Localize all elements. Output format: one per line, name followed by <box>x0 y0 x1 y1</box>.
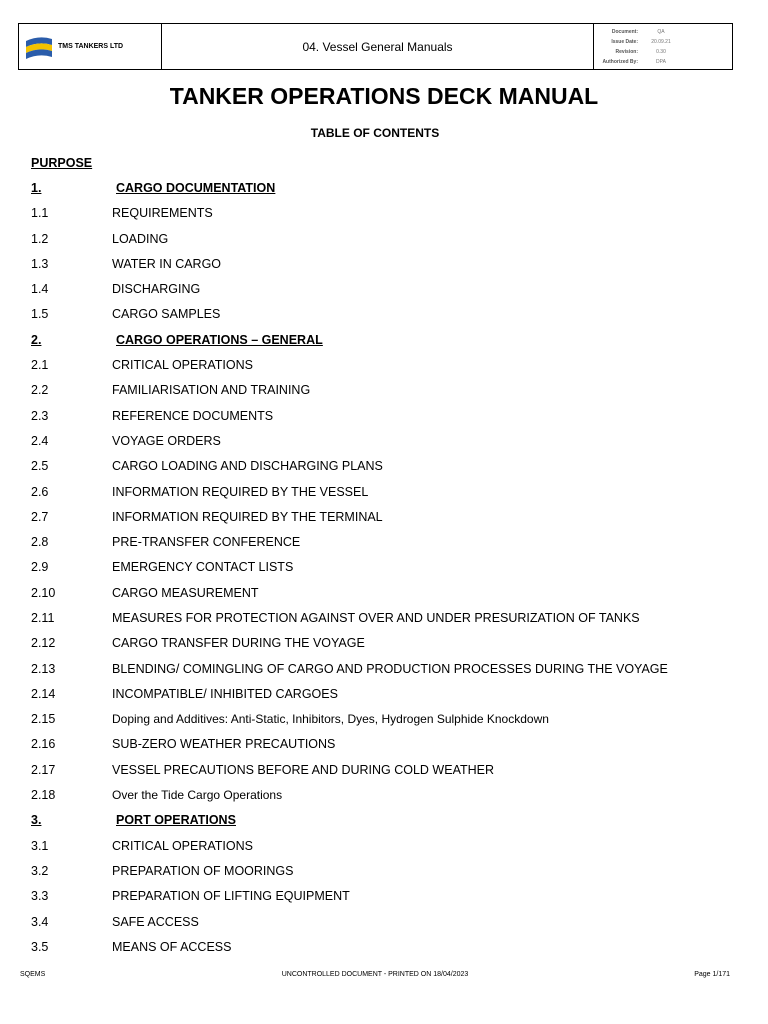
toc-entry-number: 1. <box>31 180 42 195</box>
toc-entry-number: 2.6 <box>31 484 49 499</box>
toc-entry-title: PREPARATION OF LIFTING EQUIPMENT <box>112 889 350 904</box>
toc-entry-number: 2.14 <box>31 686 56 701</box>
toc-entry-row[interactable] <box>31 909 751 934</box>
toc-entry-number: 3.3 <box>31 889 49 904</box>
meta-key: Document: <box>611 29 638 35</box>
toc-entry-title: CARGO OPERATIONS – GENERAL <box>116 332 323 347</box>
toc-entry-title: PORT OPERATIONS <box>116 813 236 828</box>
manual-title: 04. Vessel General Manuals <box>162 24 594 69</box>
toc-entry-number: 3.1 <box>31 838 49 853</box>
toc-entry-title: VESSEL PRECAUTIONS BEFORE AND DURING COLD WEATHER <box>112 762 495 777</box>
meta-value: DPA <box>656 59 666 65</box>
company-logo-cell <box>19 24 162 69</box>
toc-entry-row[interactable] <box>31 934 751 959</box>
toc-entry-title: INFORMATION REQUIRED BY THE TERMINAL <box>112 509 383 524</box>
toc-entry-row[interactable] <box>31 403 751 428</box>
toc-section-row[interactable] <box>31 175 751 200</box>
toc-entry-row[interactable] <box>31 201 751 226</box>
toc-entry-number: 2.4 <box>31 433 49 448</box>
toc-entry-title: INCOMPATIBLE/ INHIBITED CARGOES <box>112 686 338 701</box>
toc-entry-title: REQUIREMENTS <box>112 206 213 221</box>
toc-entry-number: 2.1 <box>31 358 49 373</box>
toc-entry-number: 2.11 <box>31 610 55 625</box>
toc-entry-row[interactable] <box>31 428 751 453</box>
meta-row-issue-date <box>594 37 732 47</box>
table-of-contents <box>31 150 751 960</box>
toc-entry-title: CRITICAL OPERATIONS <box>112 838 253 853</box>
toc-entry-title: PRE-TRANSFER CONFERENCE <box>112 535 301 550</box>
toc-entry-row[interactable] <box>31 454 751 479</box>
toc-entry-number: 3.4 <box>31 914 49 929</box>
toc-entry-title: REFERENCE DOCUMENTS <box>112 408 274 423</box>
toc-entry-row[interactable] <box>31 656 751 681</box>
toc-entry-number: 2.8 <box>31 535 49 550</box>
toc-entry-number: 2.13 <box>31 661 56 676</box>
toc-entry-number: 2.5 <box>31 459 49 474</box>
document-title: TANKER OPERATIONS DECK MANUAL <box>169 83 599 109</box>
toc-entry-title: CARGO SAMPLES <box>112 307 221 322</box>
toc-entry-row[interactable] <box>31 884 751 909</box>
toc-entry-number: 2.16 <box>31 737 56 752</box>
toc-entry-title: CARGO LOADING AND DISCHARGING PLANS <box>112 459 383 474</box>
toc-entry-row[interactable] <box>31 529 751 554</box>
meta-row-revision <box>594 47 732 57</box>
toc-entry-title: INFORMATION REQUIRED BY THE VESSEL <box>112 484 369 499</box>
toc-entry-number: 2. <box>31 332 42 347</box>
toc-section-row[interactable] <box>31 327 751 352</box>
meta-key: Authorized By: <box>602 59 638 65</box>
toc-entry-row[interactable] <box>31 757 751 782</box>
toc-entry-number: 3.5 <box>31 939 49 954</box>
toc-entry-title: BLENDING/ COMINGLING OF CARGO AND PRODUCTION PROCESSES DURING THE VOYAGE <box>112 661 668 676</box>
toc-entry-number: 1.1 <box>31 206 49 221</box>
toc-entry-title: Doping and Additives: Anti-Static, Inhibitors, Dyes, Hydrogen Sulphide Knockdown <box>112 712 549 727</box>
toc-entry-row[interactable] <box>31 605 751 630</box>
footer-center: UNCONTROLLED DOCUMENT - PRINTED ON 18/04/2023 <box>281 971 469 978</box>
toc-entry-number: 3.2 <box>31 863 49 878</box>
toc-entry-title: Over the Tide Cargo Operations <box>112 788 283 803</box>
toc-entry-row[interactable] <box>31 302 751 327</box>
toc-entry-row[interactable] <box>31 833 751 858</box>
toc-entry-number: 2.7 <box>31 509 49 524</box>
toc-entry-number: PURPOSE <box>31 155 93 170</box>
toc-entry-title: LOADING <box>112 231 169 246</box>
toc-entry-title: DISCHARGING <box>112 282 201 297</box>
toc-heading: TABLE OF CONTENTS <box>310 126 440 140</box>
toc-entry-row[interactable] <box>31 378 751 403</box>
toc-section-row[interactable] <box>31 150 751 175</box>
toc-entry-number: 1.2 <box>31 231 49 246</box>
meta-value: QA <box>657 29 665 35</box>
toc-entry-title: CARGO DOCUMENTATION <box>116 180 276 195</box>
toc-entry-title: CARGO MEASUREMENT <box>112 585 259 600</box>
toc-entry-title: SUB-ZERO WEATHER PRECAUTIONS <box>112 737 336 752</box>
toc-entry-row[interactable] <box>31 352 751 377</box>
toc-entry-row[interactable] <box>31 580 751 605</box>
toc-entry-number: 2.10 <box>31 585 56 600</box>
toc-entry-title: VOYAGE ORDERS <box>112 433 221 448</box>
toc-entry-row[interactable] <box>31 782 751 807</box>
toc-entry-row[interactable] <box>31 251 751 276</box>
tms-logo-icon <box>24 33 54 61</box>
toc-entry-row[interactable] <box>31 732 751 757</box>
toc-entry-number: 2.15 <box>31 712 56 727</box>
toc-entry-row[interactable] <box>31 858 751 883</box>
toc-entry-title: CRITICAL OPERATIONS <box>112 358 253 373</box>
toc-entry-number: 2.17 <box>31 762 56 777</box>
toc-entry-title: PREPARATION OF MOORINGS <box>112 863 294 878</box>
toc-entry-title: MEANS OF ACCESS <box>112 939 232 954</box>
toc-entry-number: 2.2 <box>31 383 49 398</box>
company-name: TMS TANKERS LTD <box>58 43 124 50</box>
meta-row-authorized-by <box>594 57 732 67</box>
toc-entry-row[interactable] <box>31 479 751 504</box>
toc-section-row[interactable] <box>31 808 751 833</box>
toc-entry-row[interactable] <box>31 276 751 301</box>
toc-entry-number: 2.3 <box>31 408 49 423</box>
toc-entry-row[interactable] <box>31 631 751 656</box>
toc-entry-number: 2.12 <box>31 636 56 651</box>
toc-entry-title: FAMILIARISATION AND TRAINING <box>112 383 311 398</box>
toc-entry-title: SAFE ACCESS <box>112 914 199 929</box>
document-meta <box>594 24 732 69</box>
meta-value: 20.09.21 <box>651 39 671 45</box>
meta-key: Issue Date: <box>611 39 638 45</box>
toc-entry-row[interactable] <box>31 226 751 251</box>
toc-entry-row[interactable] <box>31 681 751 706</box>
toc-entry-title: CARGO TRANSFER DURING THE VOYAGE <box>112 636 365 651</box>
toc-entry-number: 1.5 <box>31 307 49 322</box>
meta-row-document <box>594 27 732 37</box>
toc-entry-row[interactable] <box>31 707 751 732</box>
footer-left: SQEMS <box>20 971 46 978</box>
toc-entry-number: 1.4 <box>31 282 49 297</box>
toc-entry-number: 2.18 <box>31 788 56 803</box>
toc-entry-number: 2.9 <box>31 560 49 575</box>
toc-entry-row[interactable] <box>31 504 751 529</box>
toc-entry-number: 3. <box>31 813 42 828</box>
meta-key: Revision: <box>615 49 638 55</box>
toc-entry-title: WATER IN CARGO <box>112 256 222 271</box>
toc-entry-number: 1.3 <box>31 256 49 271</box>
document-header <box>18 23 733 70</box>
toc-entry-title: MEASURES FOR PROTECTION AGAINST OVER AND UNDER PRESURIZATION OF TANKS <box>112 610 640 625</box>
toc-entry-row[interactable] <box>31 555 751 580</box>
page-number: Page 1/171 <box>694 971 730 978</box>
toc-entry-title: EMERGENCY CONTACT LISTS <box>112 560 294 575</box>
meta-value: 0.30 <box>656 49 666 55</box>
